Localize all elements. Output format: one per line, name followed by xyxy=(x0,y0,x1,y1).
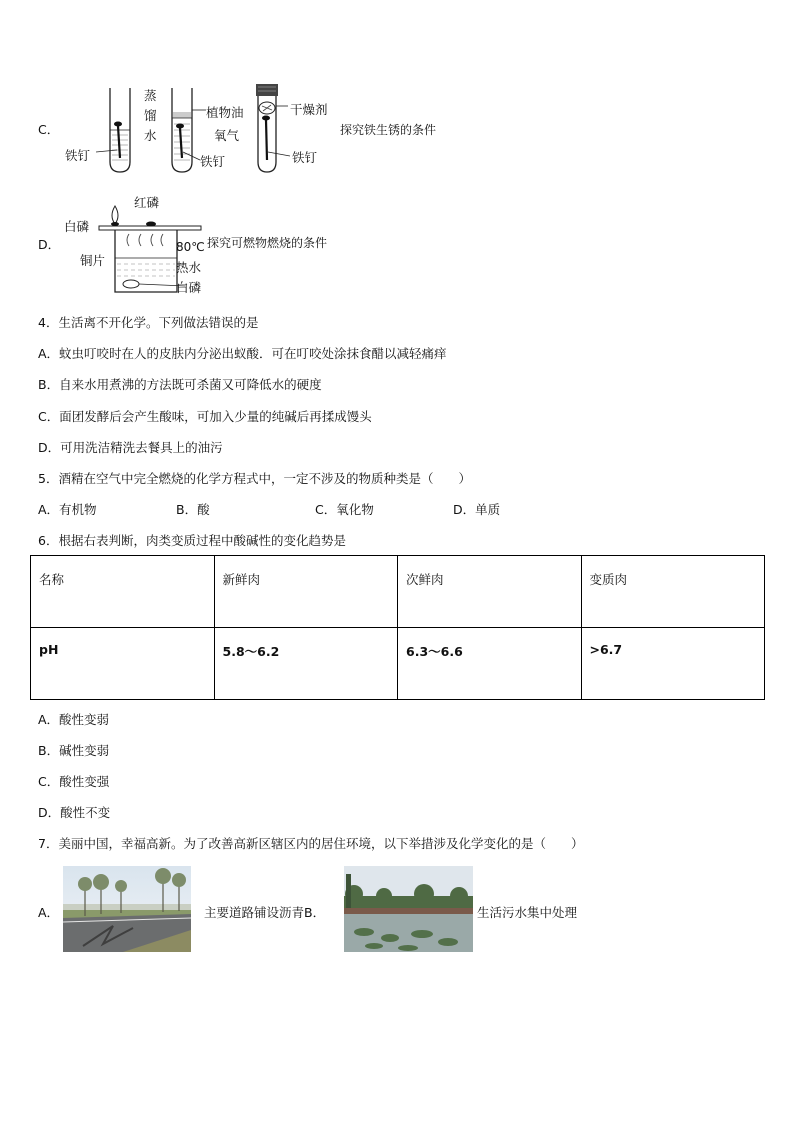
q7-option-a-text: 主要道路铺设沥青B． xyxy=(204,905,326,920)
table-header-cell: 变质肉 xyxy=(581,556,765,628)
q7-option-a-letter: A． xyxy=(38,905,60,920)
label-oxygen: 氧气 xyxy=(214,128,240,143)
label-red-phosphorus: 红磷 xyxy=(134,195,160,210)
table-row xyxy=(31,628,765,700)
table-row xyxy=(31,556,765,628)
q5-option-b: B．酸 xyxy=(176,502,210,517)
table-cell: 6.3～6.6 xyxy=(398,628,582,700)
label-distilled-2: 馏 xyxy=(144,108,157,123)
q5-stem: 5．酒精在空气中完全燃烧的化学方程式中，一定不涉及的物质种类是（ ） xyxy=(38,471,471,486)
table-cell: >6.7 xyxy=(581,628,765,700)
q7-stem: 7．美丽中国，幸福高新。为了改善高新区辖区内的居住环境，以下举措涉及化学变化的是（ ） xyxy=(38,836,584,851)
label-temperature: 80℃ xyxy=(176,240,205,254)
q6-option-b: B．碱性变弱 xyxy=(38,743,110,758)
q5-option-d: D．单质 xyxy=(453,502,501,517)
q6-option-a: A．酸性变弱 xyxy=(38,712,110,727)
label-copper-plate: 铜片 xyxy=(80,253,106,268)
q7-option-b-text: 生活污水集中处理 xyxy=(477,905,578,920)
q6-option-c: C．酸性变强 xyxy=(38,774,110,789)
option-c-letter: C． xyxy=(38,122,60,137)
test-tube-1 xyxy=(96,88,130,172)
table-cell: pH xyxy=(31,628,215,700)
label-nail-2: 铁钉 xyxy=(200,154,226,169)
table-header-cell: 次鲜肉 xyxy=(398,556,582,628)
label-distilled-3: 水 xyxy=(144,128,157,143)
road-photo xyxy=(63,866,191,952)
rust-caption: 探究铁生锈的条件 xyxy=(340,123,437,137)
label-white-phosphorus-top: 白磷 xyxy=(64,219,90,234)
q6-stem: 6．根据右表判断，肉类变质过程中酸碱性的变化趋势是 xyxy=(38,533,346,548)
label-desiccant: 干燥剂 xyxy=(290,102,328,117)
q4-option-a: A．蚊虫叮咬时在人的皮肤内分泌出蚁酸．可在叮咬处涂抹食醋以减轻痛痒 xyxy=(38,346,447,361)
label-white-phosphorus-bottom: 白磷 xyxy=(176,280,202,295)
label-hot-water: 热水 xyxy=(176,260,202,275)
table-header-cell: 新鲜肉 xyxy=(214,556,398,628)
ph-table xyxy=(30,555,765,700)
table-header-cell: 名称 xyxy=(31,556,215,628)
q4-stem: 4．生活离不开化学。下列做法错误的是 xyxy=(38,315,259,330)
q5-option-c: C．氧化物 xyxy=(315,502,374,517)
option-d-letter: D． xyxy=(38,237,61,252)
label-plant-oil: 植物油 xyxy=(206,105,244,120)
label-nail-1: 铁钉 xyxy=(65,148,91,163)
combustion-caption: 探究可燃物燃烧的条件 xyxy=(207,236,328,250)
test-tube-3 xyxy=(256,84,290,172)
label-distilled-1: 蒸 xyxy=(144,88,157,103)
label-nail-3: 铁钉 xyxy=(292,150,318,165)
q5-option-a: A．有机物 xyxy=(38,502,97,517)
q4-option-b: B．自来水用煮沸的方法既可杀菌又可降低水的硬度 xyxy=(38,377,322,392)
q4-option-c: C．面团发酵后会产生酸味，可加入少量的纯碱后再揉成馒头 xyxy=(38,409,372,424)
table-cell: 5.8～6.2 xyxy=(214,628,398,700)
q6-option-d: D．酸性不变 xyxy=(38,805,111,820)
pond-photo xyxy=(344,866,473,952)
q4-option-d: D．可用洗洁精洗去餐具上的油污 xyxy=(38,440,223,455)
